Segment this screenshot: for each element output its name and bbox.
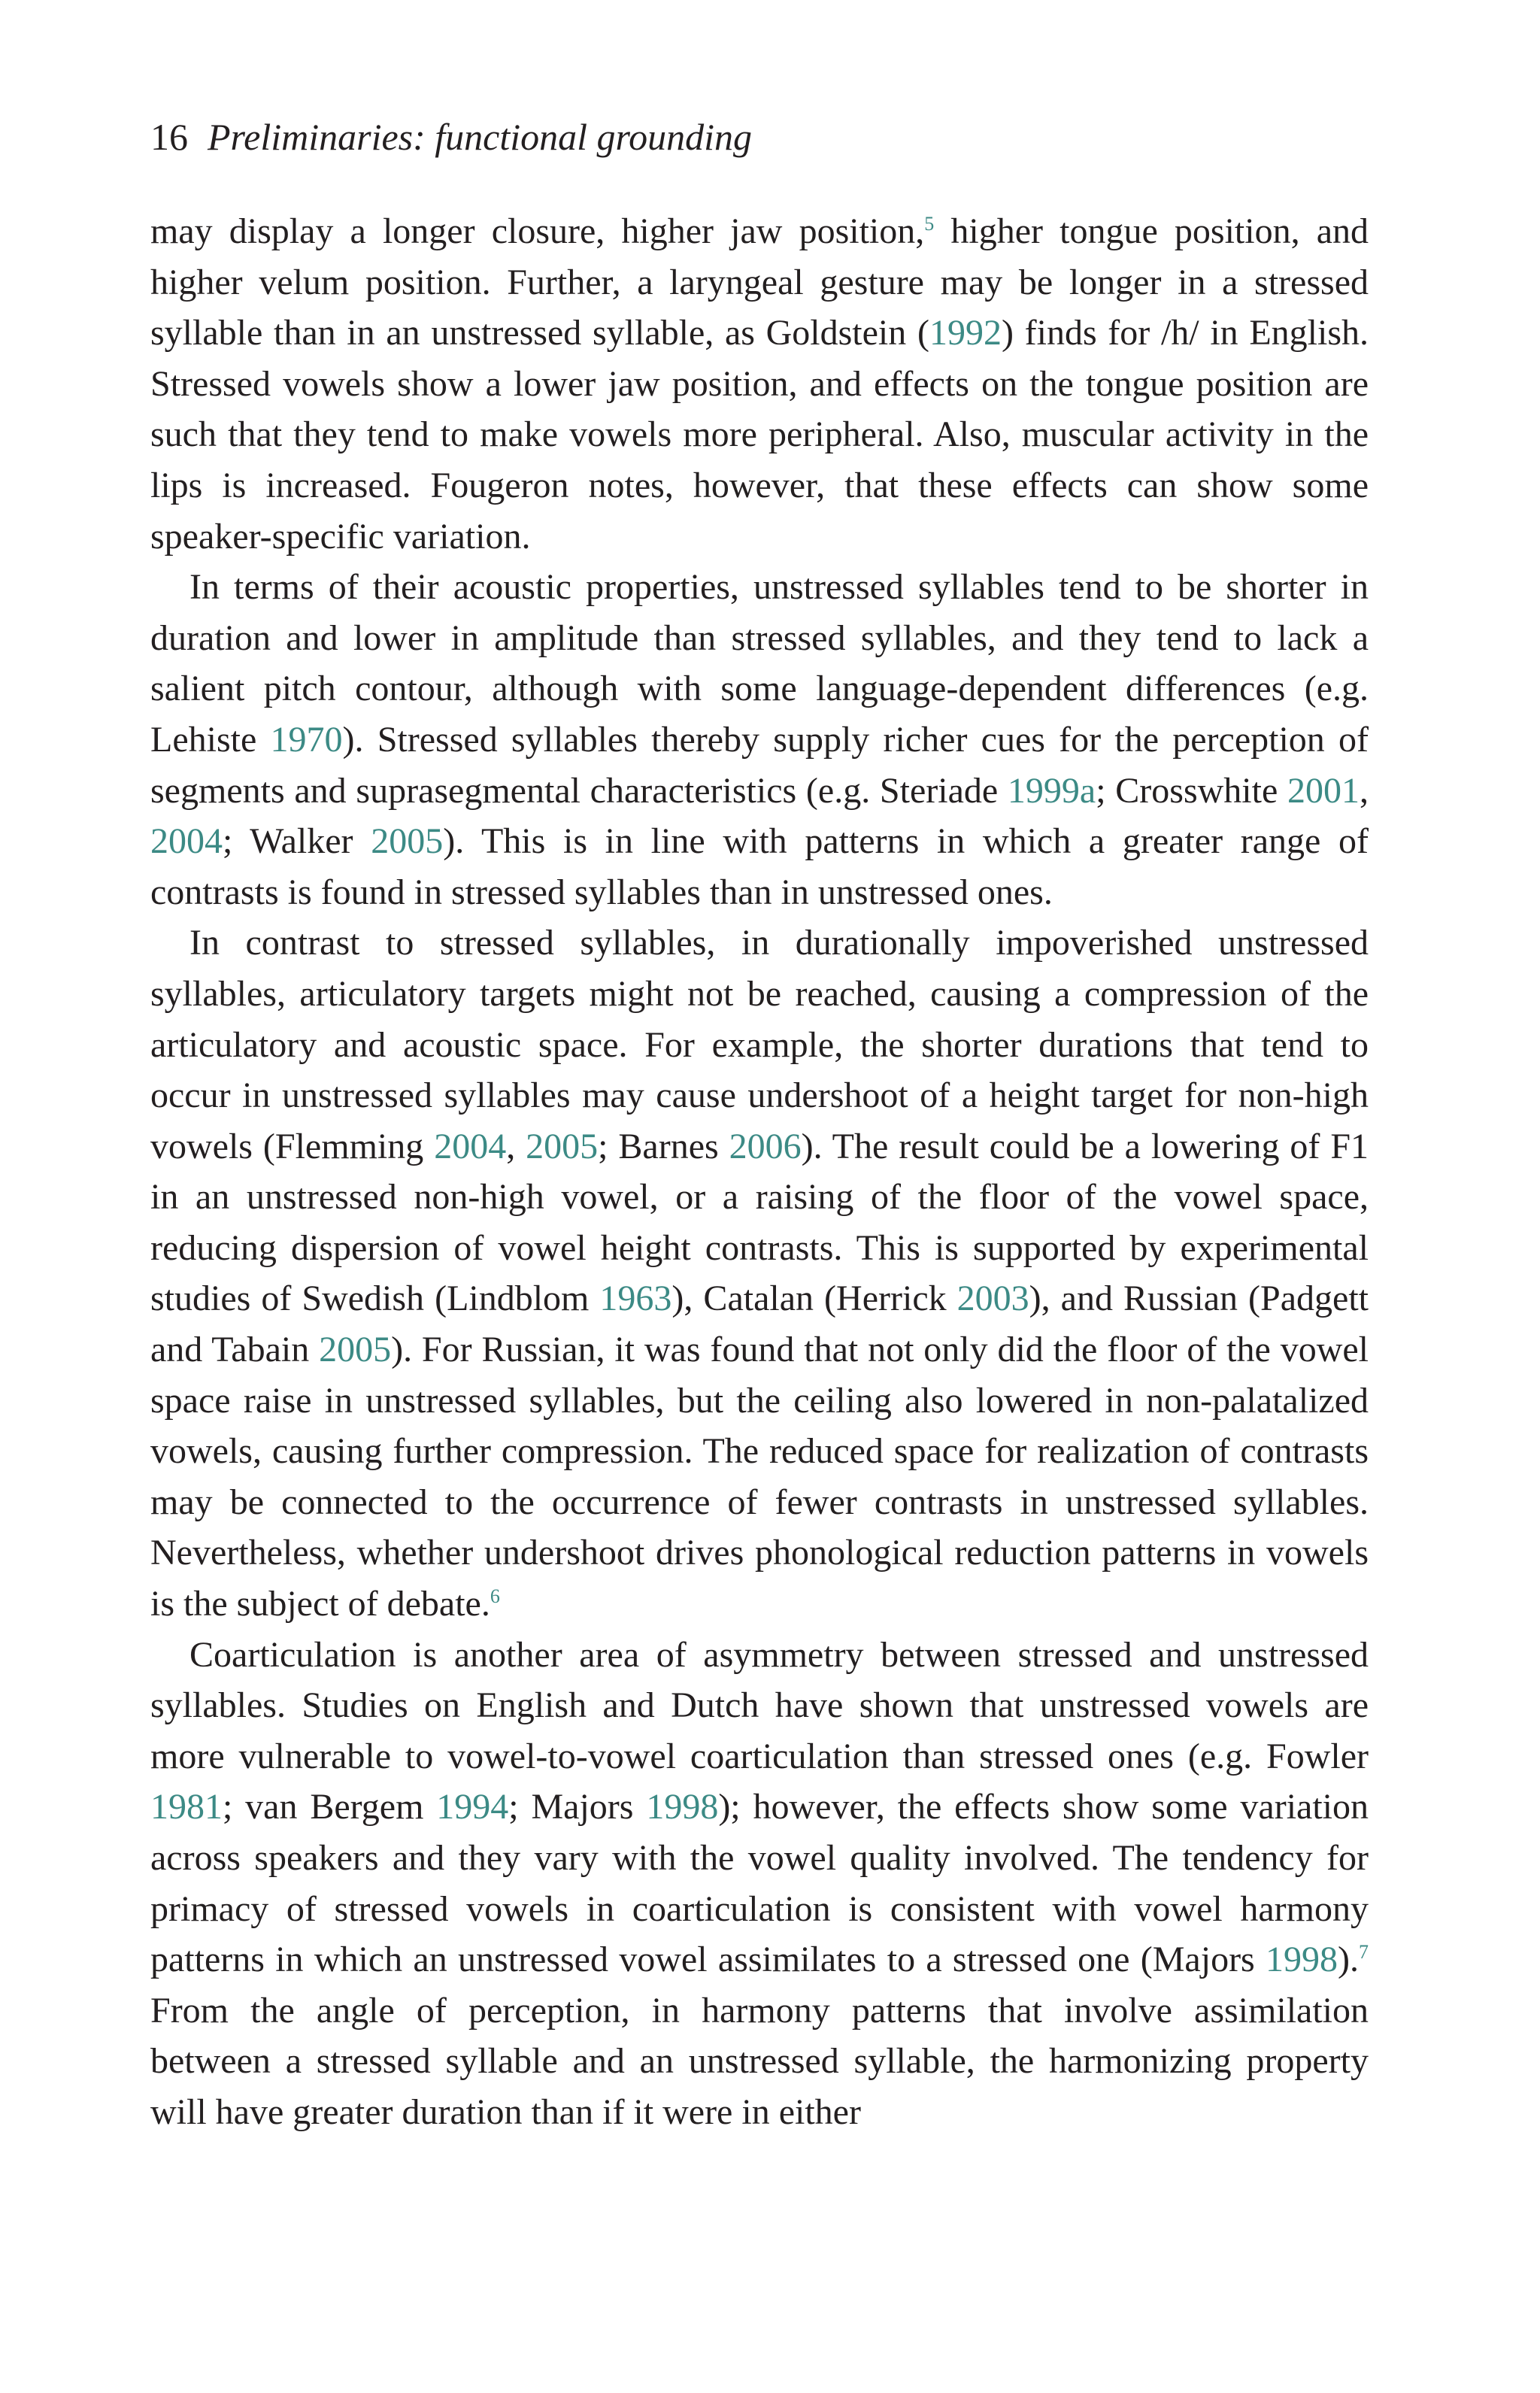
running-head	[150, 113, 1369, 159]
footnote-marker-7[interactable]: 7	[1359, 1941, 1369, 1964]
text-run: ; Majors	[508, 1787, 647, 1827]
text-run: ). For Russian, it was found that not only did the floor of the vowel space raise in unstressed syllables, but the ceiling also lowered in non-palatalized vowels, causing further compression. The reduced space for realization of contrasts may be connected to the occurrence of fewer contrasts in unstressed syllables. Nevertheless, whether undershoot drives phonological reduction patterns in vowels is the subject of debate.	[150, 1330, 1369, 1624]
page-number: 16	[150, 116, 188, 158]
citation-link-goldstein-1992[interactable]: 1992	[929, 313, 1002, 353]
citation-link-flemming-2004[interactable]: 2004	[434, 1126, 507, 1166]
text-run: ,	[506, 1126, 526, 1166]
text-run: may display a longer closure, higher jaw position,	[150, 211, 925, 251]
citation-link-padgett-tabain-2005[interactable]: 2005	[319, 1330, 392, 1370]
citation-link-lehiste-1970[interactable]: 1970	[270, 719, 343, 760]
paragraph-1	[150, 206, 1369, 562]
citation-link-crosswhite-2001[interactable]: 2001	[1287, 770, 1360, 811]
citation-link-steriade-1999a[interactable]: 1999a	[1007, 770, 1096, 811]
text-run: ), and Russian (Padgett and Tabain	[150, 1278, 1369, 1370]
citation-link-van-bergem-1994[interactable]: 1994	[436, 1787, 509, 1827]
text-run: ) finds for /h/ in English. Stressed vowels show a lower jaw position, and effects on the tongue position are such that they tend to make vowels more peripheral. Also, muscular activity in the lips is increased. Fougeron notes, however, that these effects can show some speaker-specific variation.	[150, 313, 1369, 557]
text-run: ). Stressed syllables thereby supply richer cues for the perception of segments and suprasegmental characteristics (e.g. Steriade	[150, 719, 1369, 811]
footnote-marker-5[interactable]: 5	[924, 213, 935, 235]
running-title: Preliminaries: functional grounding	[208, 116, 753, 158]
citation-link-flemming-2005[interactable]: 2005	[526, 1126, 599, 1166]
citation-link-crosswhite-2004[interactable]: 2004	[150, 821, 223, 862]
text-run: ; Walker	[223, 821, 371, 862]
text-run: In terms of their acoustic properties, unstressed syllables tend to be shorter in duration and lower in amplitude than stressed syllables, and they tend to lack a salient pitch contour, although with some language-dependent differences (e.g. Lehiste	[150, 567, 1369, 760]
footnote-marker-6[interactable]: 6	[490, 1585, 500, 1608]
paragraph-3	[150, 917, 1369, 1629]
citation-link-majors-1998-second[interactable]: 1998	[1266, 1940, 1338, 1980]
citation-link-lindblom-1963[interactable]: 1963	[599, 1278, 672, 1319]
text-run: Coarticulation is another area of asymmetry between stressed and unstressed syllables. Studies on English and Dutch have shown that unstressed vowels are more vulnerable to vowel-to-vowel coarticulation than stressed ones (e.g. Fowler	[150, 1634, 1369, 1776]
text-run: In contrast to stressed syllables, in durationally impoverished unstressed syllables, articulatory targets might not be reached, causing a compression of the articulatory and acoustic space. For example, the shorter durations that tend to occur in unstressed syllables may cause undershoot of a height target for non-high vowels (Flemming	[150, 923, 1369, 1166]
citation-link-walker-2005[interactable]: 2005	[371, 821, 444, 862]
citation-link-majors-1998[interactable]: 1998	[646, 1787, 719, 1827]
text-run: ).	[1338, 1940, 1359, 1980]
text-run: ; Barnes	[598, 1126, 729, 1166]
paragraph-4	[150, 1630, 1369, 2138]
text-run: From the angle of perception, in harmony patterns that involve assimilation between a stressed syllable and an unstressed syllable, the harmonizing property will have greater duration than if it were in either	[150, 1990, 1369, 2132]
text-run: ,	[1360, 770, 1369, 811]
text-run: ; van Bergem	[223, 1787, 437, 1827]
citation-link-barnes-2006[interactable]: 2006	[729, 1126, 802, 1166]
text-run: ; Crosswhite	[1096, 770, 1287, 811]
text-run: ). The result could be a lowering of F1 in an unstressed non-high vowel, or a raising of the floor of the vowel space, reducing dispersion of vowel height contrasts. This is supported by experimental studies of Swedish (Lindblom	[150, 1126, 1369, 1319]
text-run: higher tongue position, and higher velum position. Further, a laryngeal gesture may be longer in a stressed syllable than in an unstressed syllable, as Goldstein (	[150, 211, 1369, 353]
paragraph-2	[150, 562, 1369, 917]
text-run: ), Catalan (Herrick	[671, 1278, 957, 1319]
citation-link-fowler-1981[interactable]: 1981	[150, 1787, 223, 1827]
text-run: ). This is in line with patterns in which a greater range of contrasts is found in stressed syllables than in unstressed ones.	[150, 821, 1369, 912]
text-run: ); however, the effects show some variation across speakers and they vary with the vowel quality involved. The tendency for primacy of stressed vowels in coarticulation is consistent with vowel harmony patterns in which an unstressed vowel assimilates to a stressed one (Majors	[150, 1787, 1369, 1980]
citation-link-herrick-2003[interactable]: 2003	[956, 1278, 1029, 1319]
